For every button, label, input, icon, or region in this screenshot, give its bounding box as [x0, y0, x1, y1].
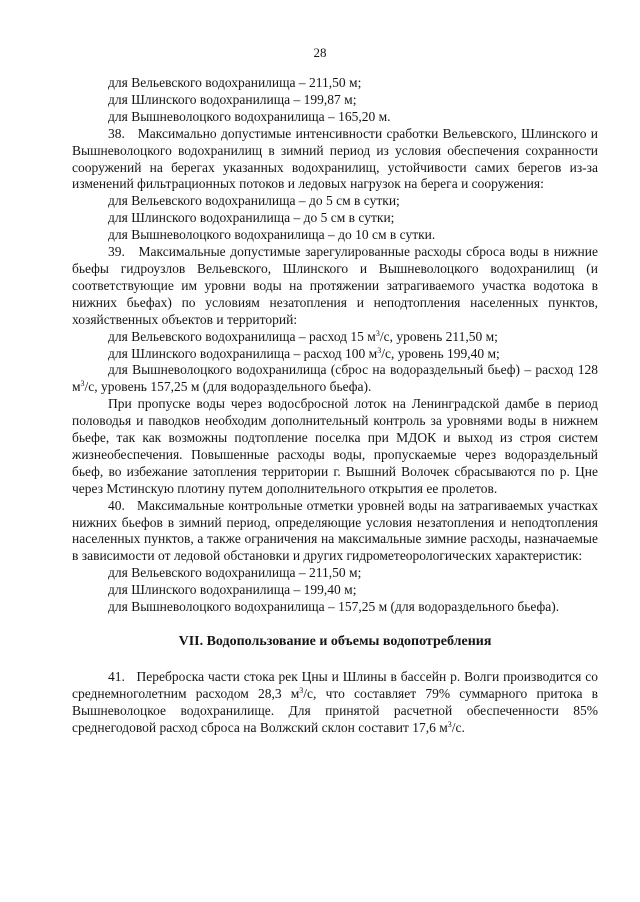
- paragraph-40: 40. Максимальные контрольные отметки уровней воды на затрагиваемых участках нижних бьефов в зимний период, определяющие условия незатопления и неподтопления населенных пунктов, а также ограничения на максимальные зимние расходы, назначаемые в зависимости от ледовой обстановки и других гидрометеорологических характеристик:: [72, 497, 598, 564]
- text-line: для Вышневолоцкого водохранилища (сброс на водораздельный бьеф) – расход 128 $м^3/с$, уровень 157,25 м (для водораздельного бьефа).: [72, 362, 598, 395]
- text-line: для Шлинского водохранилища – 199,40 м;: [108, 582, 357, 598]
- paragraph-lotok: При пропуске воды через водосбросной лоток на Ленинградской дамбе в период половодья и паводков необходим дополнительный контроль за уровнями воды в нижнем бьефе, так как возможны подтопление поселка при МДОК и выход из строя систем жизнеобеспечения. Повышенные расходы воды, пропускаемые через водораздельный бьеф, во избежание затопления территории г. Вышний Волочек сбрасываются по р. Цне через Мстинскую плотину путем дополнительного открытия ее пролетов.: [72, 396, 598, 496]
- paragraph-38: 38. Максимально допустимые интенсивности сработки Вельевского, Шлинского и Вышневолоцкого водохранилищ в зимний период из условия обеспечения сохранности сооружений на берегах указанных водохранилищ, устойчивости самих берегов из-за изменений фильтрационных потоков и ледовых нагрузок на берега и сооружения:: [72, 125, 598, 192]
- text-line: для Вышневолоцкого водохранилища – 165,20 м.: [108, 108, 391, 124]
- text-line: для Шлинского водохранилища – 199,87 м;: [108, 91, 357, 107]
- text-line: для Шлинского водохранилища – до 5 см в сутки;: [108, 210, 395, 226]
- text-line: для Вельевского водохранилища – до 5 см в сутки;: [108, 193, 400, 209]
- document-body: [72, 75, 598, 737]
- text-line: для Вельевского водохранилища – 211,50 м;: [108, 565, 362, 581]
- text-line: для Вельевского водохранилища – расход 15 $м^3/с$, уровень 211,50 м;: [108, 328, 498, 344]
- text-line: для Вышневолоцкого водохранилища – 157,25 м (для водораздельного бьефа).: [108, 599, 560, 615]
- text-line: для Шлинского водохранилища – расход 100 $м^3/с$, уровень 199,40 м;: [108, 345, 500, 361]
- text-line: для Вельевского водохранилища – 211,50 м;: [108, 75, 362, 90]
- section-heading: VII. Водопользование и объемы водопотребления: [178, 634, 492, 649]
- paragraph-39: 39. Максимальные допустимые зарегулированные расходы сброса воды в нижние бьефы гидроузлов Вельевского, Шлинского и Вышневолоцкого водохранилищ (и соответствующие им уровни воды на протяжении затрагиваемого участка водотока в нижних бьефах) по условиям незатопления и неподтопления населенных пунктов, хозяйственных объектов и территорий:: [72, 244, 598, 327]
- text-line: для Вышневолоцкого водохранилища – до 10 см в сутки.: [108, 227, 436, 243]
- page-number: 28: [313, 45, 327, 60]
- paragraph-41: 41. Переброска части стока рек Цны и Шлины в бассейн р. Волги производится со среднемноголетним расходом 28,3 $м^3/с$, что составляет 79% суммарного притока в Вышневолоцкое водохранилище. Для принятой расчетной обеспеченности 85% среднегодовой расход сброса на Волжский склон составит 17,6 $м^3/с$.: [72, 668, 598, 735]
